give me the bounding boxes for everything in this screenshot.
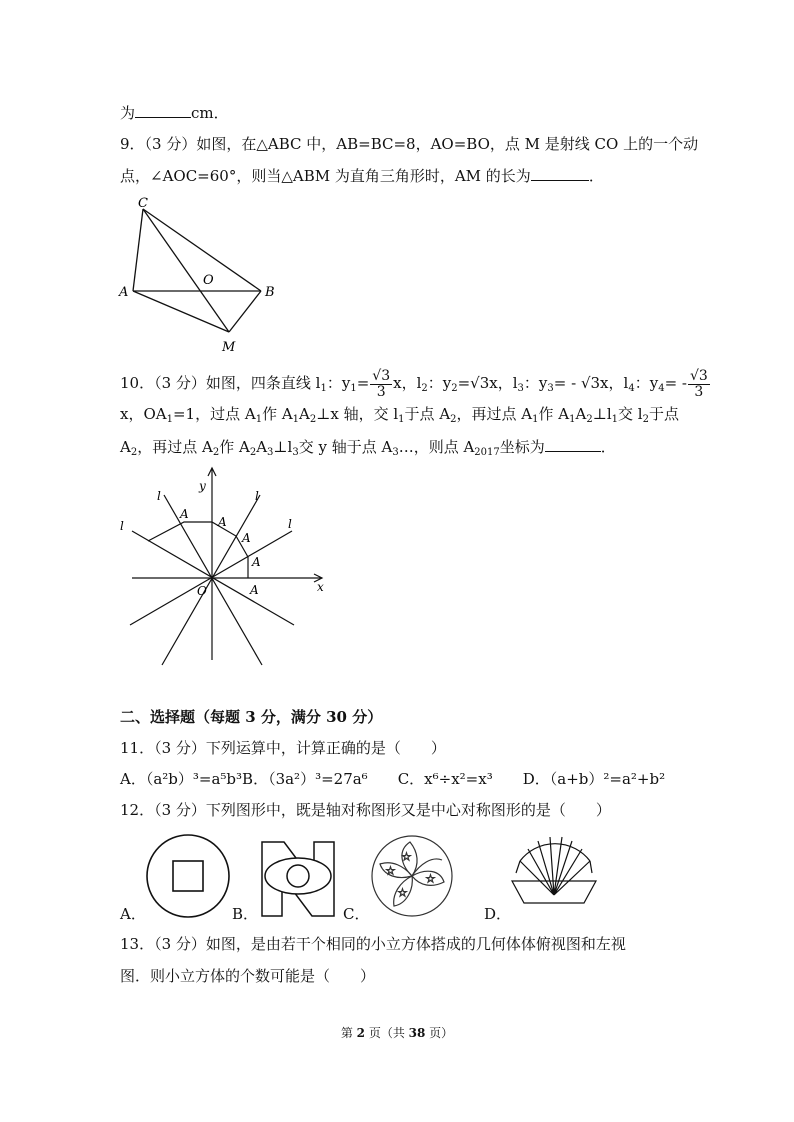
q10-text: …，则点 A [398,438,475,456]
sub: 1 [292,414,300,425]
q10-text: ，再过点 A [456,405,533,423]
q13-line2: 图．则小立方体的个数可能是（ ） [120,967,376,985]
q12-figure-c [370,834,454,918]
q10-text: 作 A [262,405,293,423]
q10-text: A [256,438,268,456]
q9-line2-text: 点，∠AOC=60°，则当△ABM 为直角三角形时，AM 的长为 [120,167,531,185]
svg-text:★: ★ [426,874,435,885]
q10-label-a4: A [218,515,227,529]
q10-text: A [575,405,587,423]
q10-text: = - √3x，l [553,374,629,392]
q9-line1: 9．（3 分）如图，在△ABC 中，AB=BC=8，AO=BO，点 M 是射线 CO 上的一个动 [120,135,699,153]
q10-text: 作 A [538,405,570,423]
q10-label-l4: l [120,519,124,533]
q8-prefix: 为 [120,104,136,122]
svg-text:★: ★ [386,866,395,877]
sub: 2 [451,383,458,394]
sub: 2 [450,414,457,425]
q10-text: A [120,438,131,456]
sub: 1 [611,414,618,425]
sub: 1 [532,414,539,425]
q12-figure-d [506,833,602,919]
page-number: 2 [356,1026,365,1040]
q13-line1: 13．（3 分）如图，是由若干个相同的小立方体搭成的几何体体俯视图和左视 [120,935,626,953]
sub: 4 [658,383,665,394]
fraction-sqrt3-over-3 [370,369,392,400]
q10-text: x，OA [120,405,167,423]
sub: 3 [517,383,524,394]
sub: 2 [309,414,317,425]
q10-label-l1: l [288,517,292,531]
q9-line2 [120,166,604,186]
q10-text: x，l [393,374,422,392]
q8-answer-blank [135,103,191,118]
sub: 1 [569,414,576,425]
q10-text: ：y [523,374,548,392]
q10-text: ⊥l [273,438,293,456]
sub: 4 [628,383,635,394]
sub: 2017 [474,447,500,458]
q10-text: ：y [326,374,351,392]
q10-label-l3: l [157,489,161,503]
q9-label-b: B [265,285,275,300]
q12-stem: 12．（3 分）下列图形中，既是轴对称图形又是中心对称图形的是（ ） [120,801,611,819]
q10-text: ⊥x 轴，交 l [316,405,399,423]
q10-text: ⊥l [592,405,612,423]
q8-suffix: cm． [191,104,229,122]
q9-label-c: C [138,196,148,211]
q12-option-b[interactable]: B． [232,905,259,923]
q10-label-a5: A [180,507,189,521]
q12-figure-a [145,833,231,919]
sub: 2 [586,414,593,425]
q10-text: 10．（3 分）如图，四条直线 l [120,374,321,392]
q10-text: ：y [427,374,452,392]
sub: 2 [642,414,649,425]
q8-tail [120,103,229,123]
q10-end: ． [600,438,616,456]
q10-label-a3: A [242,531,251,545]
q10-line1 [120,362,711,404]
q10-text: = - [664,374,687,392]
q9-answer-blank [531,166,589,181]
q10-line2 [120,404,679,430]
q10-text: A [299,405,310,423]
q10-answer-blank [545,437,601,452]
sub: 2 [130,447,138,458]
sub: 1 [166,414,173,425]
q10-text: 于点 [648,405,679,423]
page-total: 38 [408,1026,426,1040]
q10-label-a1: A [250,583,259,597]
q10-text: 作 A [219,438,250,456]
q12-option-c[interactable]: C． [343,905,370,923]
frac-den: 3 [376,383,386,400]
sub: 2 [212,447,220,458]
q10-label-x: x [317,580,324,594]
svg-text:★: ★ [402,852,411,863]
q9-end: ． [588,167,604,185]
q9-label-o: O [203,273,214,288]
q10-label-a2: A [252,555,261,569]
fraction-sqrt3-over-3 [688,369,710,400]
svg-text:★: ★ [398,888,407,899]
q10-text: ：y [634,374,659,392]
sub: 1 [255,414,263,425]
sub: 3 [292,447,299,458]
frac-num: √3 [689,367,708,384]
footer-text: 页（共 [365,1026,409,1040]
sub: 1 [350,383,357,394]
section-heading: 二、选择题（每题 3 分，满分 30 分） [120,708,383,726]
sub: 1 [398,414,405,425]
q10-text: = [356,374,370,392]
sub: 3 [267,447,274,458]
q10-text: =1，过点 A [172,405,256,423]
q10-text: =√3x，l [457,374,518,392]
q10-text: 于点 A [404,405,451,423]
sub: 3 [392,447,399,458]
sub: 2 [249,447,257,458]
frac-den: 3 [694,383,704,400]
q9-label-m: M [222,340,236,355]
q9-figure [110,195,280,355]
sub: 1 [320,383,327,394]
q10-figure [112,458,332,668]
q9-label-a: A [119,285,129,300]
q10-label-l2: l [255,489,259,503]
q11-stem: 11．（3 分）下列运算中，计算正确的是（ ） [120,739,446,757]
q10-text: 交 l [618,405,643,423]
q12-figure-b [258,840,338,918]
q10-label-o: O [197,584,207,598]
frac-num: √3 [372,367,391,384]
sub: 2 [421,383,428,394]
q12-option-d[interactable]: D． [484,905,512,923]
q10-text: 坐标为 [499,438,545,456]
q12-option-a[interactable]: A． [120,905,146,923]
footer-text: 第 [340,1026,357,1040]
footer-text: 页） [425,1026,454,1040]
q10-text: ，再过点 A [137,438,213,456]
sub: 3 [547,383,554,394]
q11-options: A．（a²b）³=a⁵b³B．（3a²）³=27a⁶ C．x⁶÷x²=x³ D．（a+b）²=a²+b² [120,770,666,788]
q10-label-y: y [199,479,206,493]
page-footer [0,1024,794,1041]
q10-text: 交 y 轴于点 A [298,438,393,456]
